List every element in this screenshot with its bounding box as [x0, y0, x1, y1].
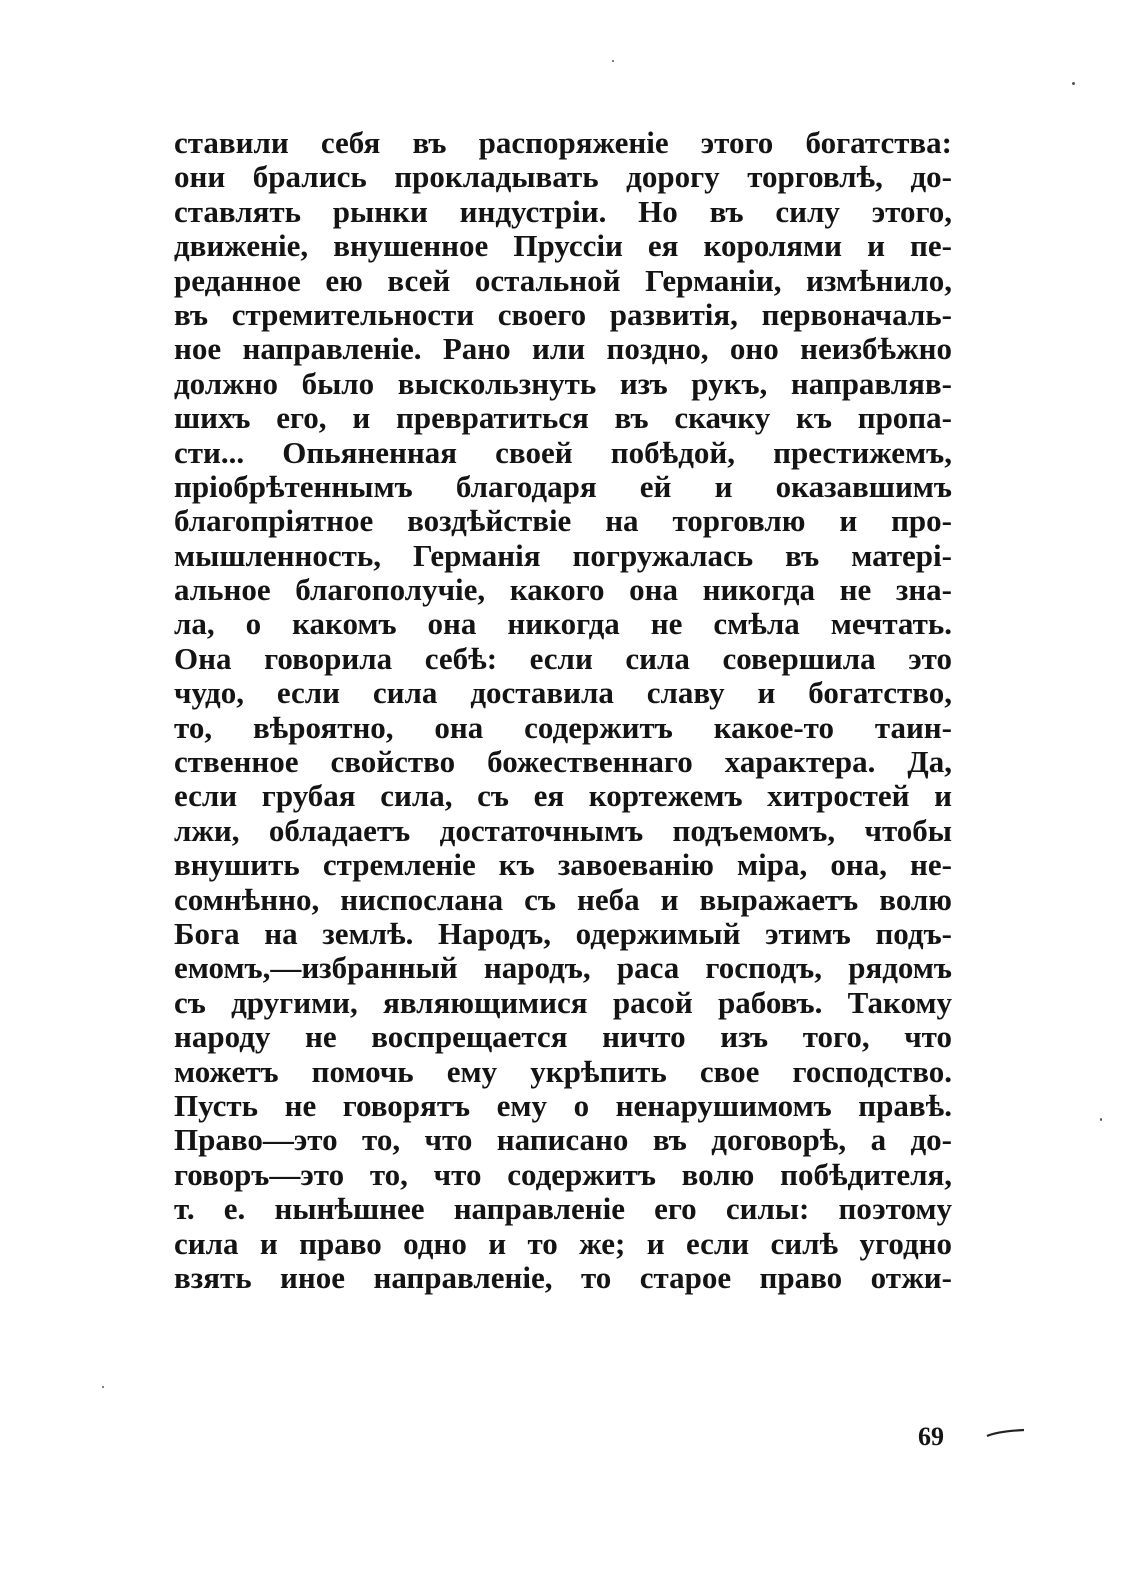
- text-line: ставили себя въ распоряженіе этого богатства:: [174, 125, 952, 160]
- text-line: ственное свойство божественнаго характера. Да,: [174, 744, 952, 780]
- text-line: мышленность, Германія погружалась въ матері-: [174, 537, 952, 573]
- text-line: если грубая сила, съ ея кортежемъ хитростей и: [174, 778, 952, 814]
- text-line: пріобрѣтеннымъ благодаря ей и оказавшимъ: [174, 468, 952, 504]
- scan-speck: [612, 60, 614, 62]
- text-line: сомнѣнно, ниспослана съ неба и выражаетъ волю: [174, 881, 952, 917]
- body-text: [174, 126, 952, 1295]
- text-line: должно было выскользнуть изъ рукъ, направляв-: [174, 365, 952, 401]
- scan-speck: [102, 1386, 104, 1388]
- text-line: альное благополучіе, какого она никогда не зна-: [174, 572, 952, 608]
- scan-mark-icon: [986, 1428, 1026, 1438]
- text-line: Она говорила себѣ: если сила совершила это: [174, 640, 952, 676]
- page-number: 69: [918, 1422, 944, 1451]
- text-line: реданное ею всей остальной Германіи, измѣнило,: [174, 262, 952, 298]
- text-line: съ другими, являющимися расой рабовъ. Такому: [174, 984, 952, 1020]
- text-line: сти... Опьяненная своей побѣдой, престижемъ,: [174, 434, 952, 470]
- text-line: т. е. нынѣшнее направленіе его силы: поэтому: [174, 1191, 952, 1227]
- text-line: народу не воспрещается ничто изъ того, что: [174, 1019, 952, 1055]
- text-line: говоръ—это то, что содержитъ волю побѣдителя,: [174, 1156, 952, 1192]
- text-line: сила и право одно и то же; и если силѣ угодно: [174, 1225, 952, 1261]
- text-line: ставлять рынки индустріи. Но въ силу этого,: [174, 193, 952, 229]
- text-line: можетъ помочь ему укрѣпить свое господство.: [174, 1053, 952, 1089]
- text-line: то, вѣроятно, она содержитъ какое-то таин-: [174, 709, 952, 745]
- text-line: Бога на землѣ. Народъ, одержимый этимъ подъ-: [174, 915, 952, 951]
- text-line: шихъ его, и превратиться въ скачку къ пропа-: [174, 400, 952, 436]
- text-line: внушить стремленіе къ завоеванію міра, она, не-: [174, 847, 952, 883]
- text-line: взять иное направленіе, то старое право отжи-: [174, 1259, 952, 1295]
- scan-speck: [1072, 82, 1075, 85]
- text-line: лжи, обладаетъ достаточнымъ подъемомъ, чтобы: [174, 812, 952, 848]
- text-line: въ стремительности своего развитія, первоначаль-: [174, 296, 952, 332]
- text-line: емомъ,—избранный народъ, раса господъ, рядомъ: [174, 950, 952, 986]
- text-line: движеніе, внушенное Пруссіи ея королями и пе-: [174, 228, 952, 264]
- text-line: Право—это то, что написано въ договорѣ, а до-: [174, 1122, 952, 1158]
- text-line: благопріятное воздѣйствіе на торговлю и про-: [174, 503, 952, 539]
- text-line: Пусть не говорятъ ему о ненарушимомъ правѣ.: [174, 1087, 952, 1123]
- text-line: чудо, если сила доставила славу и богатство,: [174, 675, 952, 711]
- text-line: они брались прокладывать дорогу торговлѣ, до-: [174, 159, 952, 195]
- text-line: ное направленіе. Рано или поздно, оно неизбѣжно: [174, 331, 952, 367]
- text-line: ла, о какомъ она никогда не смѣла мечтать.: [174, 606, 952, 642]
- scan-speck: [1100, 1118, 1102, 1121]
